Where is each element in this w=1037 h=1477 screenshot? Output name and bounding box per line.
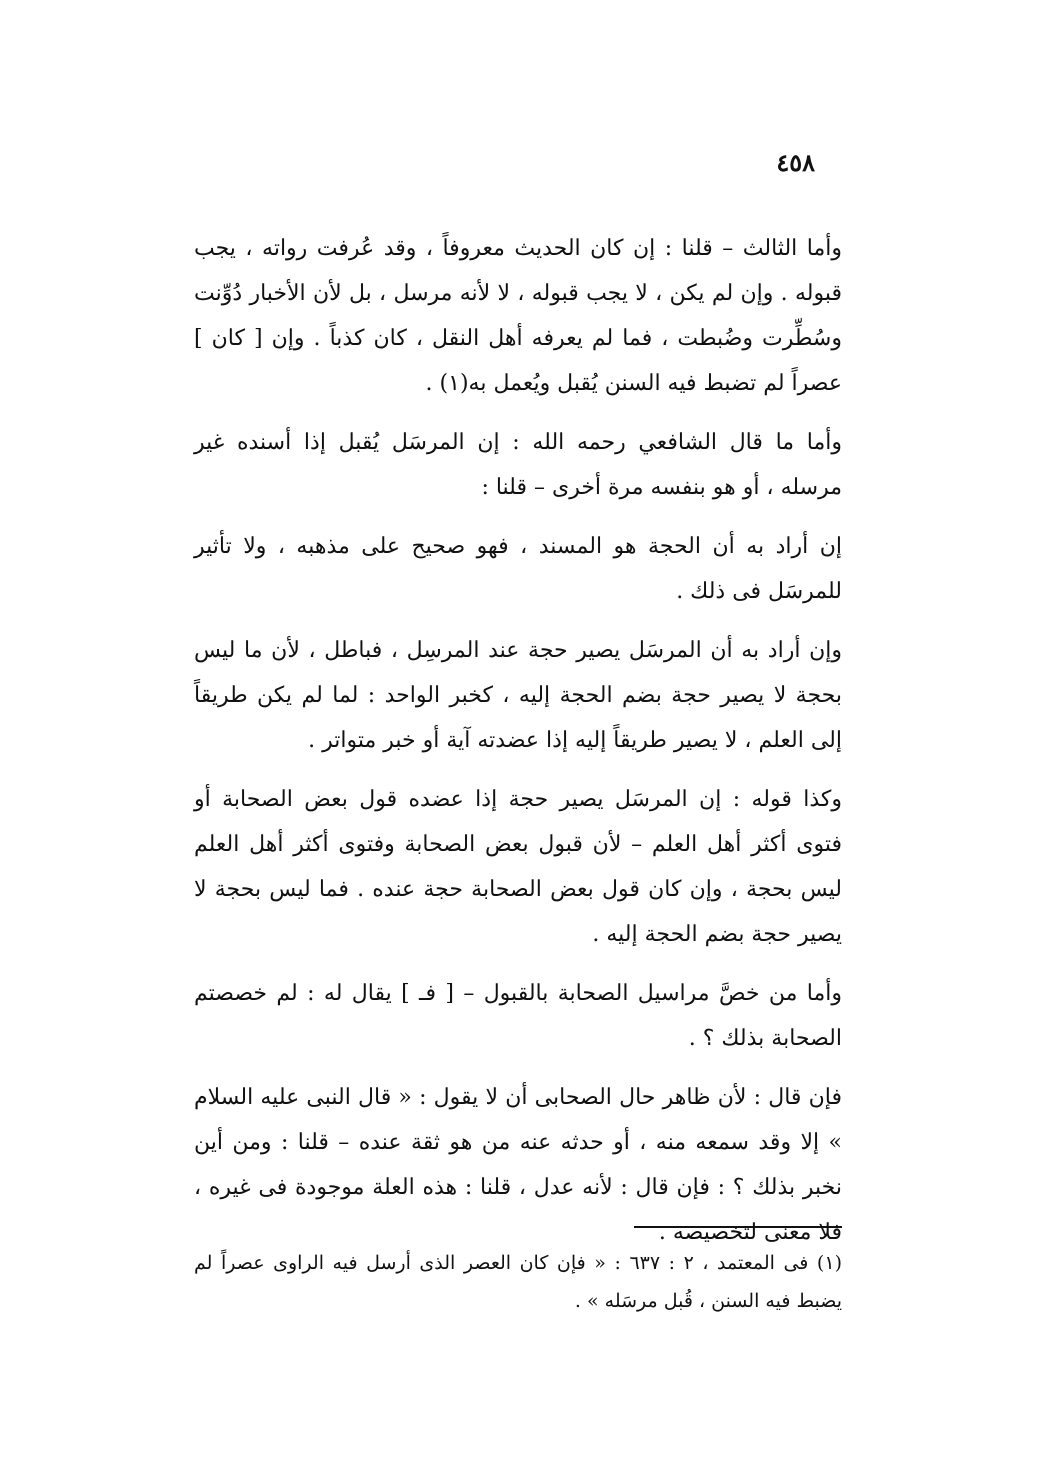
paragraph-1: وأما الثالث – قلنا : إن كان الحديث معروفاً ، وقد عُرفت رواته ، يجب قبوله . وإن لم يكن ، لا يجب قبوله ، لا لأنه مرسل ، بل لأن الأخبار دُوِّنت وسُطِّرت وضُبطت ، فما لم يعرفه أهل النقل ، كان كذباً . وإن [ كان ] عصراً لم تضبط فيه السنن يُقبل ويُعمل به(١) . [194, 236, 842, 396]
body-text [194, 226, 842, 1269]
footnote-divider [634, 1226, 842, 1228]
paragraph-5: وكذا قوله : إن المرسَل يصير حجة إذا عضده قول بعض الصحابة أو فتوى أكثر أهل العلم – لأن قبول بعض الصحابة وفتوى أكثر أهل العلم ليس بحجة ، وإن كان قول بعض الصحابة حجة عنده . فما ليس بحجة لا يصير حجة بضم الحجة إليه . [194, 787, 842, 947]
footnote: (١) فى المعتمد ، ٢ : ٦٣٧ : « فإن كان العصر الذى أرسل فيه الراوى عصراً لم يضبط فيه السنن ، قُبل مرسَله » . [194, 1252, 842, 1312]
paragraph-2: وأما ما قال الشافعي رحمه الله : إن المرسَل يُقبل إذا أسنده غير مرسله ، أو هو بنفسه مرة أخرى – قلنا : [194, 430, 842, 500]
paragraph-4: وإن أراد به أن المرسَل يصير حجة عند المرسِل ، فباطل ، لأن ما ليس بحجة لا يصير حجة بضم الحجة إليه ، كخبر الواحد : لما لم يكن طريقاً إلى العلم ، لا يصير طريقاً إليه إذا عضدته آية أو خبر متواتر . [194, 638, 842, 753]
paragraph-6: وأما من خصَّ مراسيل الصحابة بالقبول – [ فـ ] يقال له : لم خصصتم الصحابة بذلك ؟ . [194, 981, 842, 1051]
paragraph-7: فإن قال : لأن ظاهر حال الصحابى أن لا يقول : « قال النبى عليه السلام » إلا وقد سمعه منه ، أو حدثه عنه من هو ثقة عنده – قلنا : ومن أين نخبر بذلك ؟ : فإن قال : لأنه عدل ، قلنا : هذه العلة موجودة فى غيره ، فلا معنى لتخصيصه . [194, 1085, 842, 1245]
paragraph-3: إن أراد به أن الحجة هو المسند ، فهو صحيح على مذهبه ، ولا تأثير للمرسَل فى ذلك . [194, 534, 842, 604]
page-number: ٤٥٨ [776, 148, 815, 177]
